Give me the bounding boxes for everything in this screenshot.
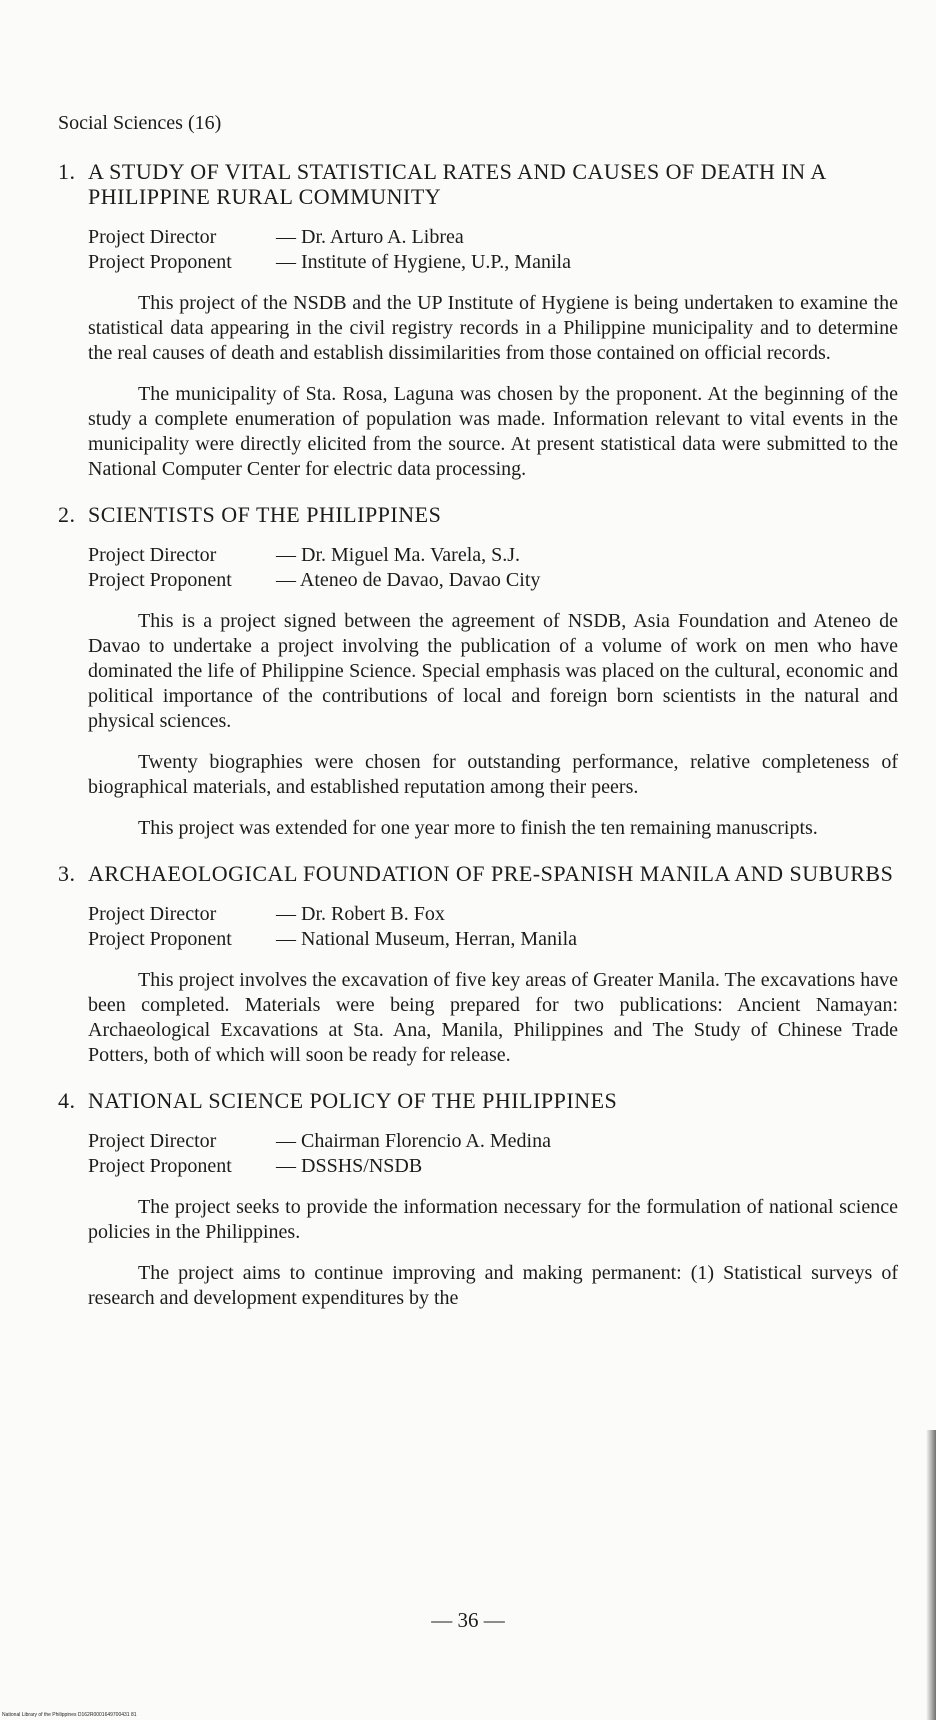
project-meta bbox=[88, 543, 898, 593]
paragraph: The municipality of Sta. Rosa, Laguna was chosen by the proponent. At the beginning of the study a complete enumeration of population was made. Information relevant to vital events in the municipality were directly elicited from the source. At present statistical data were submitted to the National Computer Center for electric data processing. bbox=[88, 383, 898, 480]
proponent-value: — DSSHS/NSDB bbox=[276, 1155, 423, 1177]
page-number: — 36 — bbox=[431, 1608, 505, 1632]
project-2 bbox=[58, 502, 898, 841]
project-number: 3. bbox=[58, 861, 76, 886]
proponent-row bbox=[88, 250, 898, 275]
proponent-row bbox=[88, 1154, 898, 1179]
library-imprint: National Library of the Philippines D162R0001649700431 81 bbox=[2, 1712, 137, 1718]
director-value: — Dr. Miguel Ma. Varela, S.J. bbox=[276, 544, 521, 566]
project-meta bbox=[88, 902, 898, 952]
project-title-text: ARCHAEOLOGICAL FOUNDATION OF PRE-SPANISH MANILA AND SUBURBS bbox=[88, 861, 894, 886]
paragraph: This project was extended for one year more to finish the ten remaining manuscripts. bbox=[138, 817, 818, 839]
proponent-row bbox=[88, 568, 898, 593]
proponent-key: Project Proponent bbox=[88, 1155, 232, 1177]
director-key: Project Director bbox=[88, 226, 217, 248]
director-row bbox=[88, 543, 898, 568]
paragraph: Twenty biographies were chosen for outstanding performance, relative completeness of biographical materials, and established reputation among their peers. bbox=[88, 751, 898, 798]
project-number: 1. bbox=[58, 159, 76, 184]
proponent-key: Project Proponent bbox=[88, 569, 232, 591]
project-meta bbox=[88, 1129, 898, 1179]
project-title bbox=[58, 502, 898, 527]
project-4 bbox=[58, 1088, 898, 1311]
proponent-key: Project Proponent bbox=[88, 928, 232, 950]
proponent-value: — National Museum, Herran, Manila bbox=[276, 928, 578, 950]
project-title bbox=[58, 1088, 898, 1113]
director-key: Project Director bbox=[88, 903, 217, 925]
project-number: 4. bbox=[58, 1088, 76, 1113]
project-title-text: A STUDY OF VITAL STATISTICAL RATES AND CAUSES OF DEATH IN A PHILIPPINE RURAL COMMUNITY bbox=[88, 159, 826, 209]
director-row bbox=[88, 902, 898, 927]
proponent-key: Project Proponent bbox=[88, 251, 232, 273]
proponent-row bbox=[88, 927, 898, 952]
project-title-text: NATIONAL SCIENCE POLICY OF THE PHILIPPINES bbox=[88, 1088, 618, 1113]
paragraph: This project involves the excavation of five key areas of Greater Manila. The excavations have been completed. Materials were being prepared for two publications: Ancient Namayan: Archaeological Excavations at Sta. Ana, Manila, Philippines and The Study of Chinese Trade Potters, both of which will soon be ready for release. bbox=[88, 969, 898, 1066]
project-meta bbox=[88, 225, 898, 275]
paragraph: The project seeks to provide the information necessary for the formulation of national science policies in the Philippines. bbox=[88, 1196, 898, 1243]
project-title-text: SCIENTISTS OF THE PHILIPPINES bbox=[88, 502, 442, 527]
project-title bbox=[58, 159, 898, 209]
director-row bbox=[88, 225, 898, 250]
scan-edge-shadow bbox=[926, 1430, 936, 1720]
paragraph: The project aims to continue improving and making permanent: (1) Statistical surveys of research and development expenditures by the bbox=[88, 1262, 898, 1309]
director-row bbox=[88, 1129, 898, 1154]
director-value: — Dr. Robert B. Fox bbox=[276, 903, 445, 925]
paragraph: This is a project signed between the agreement of NSDB, Asia Foundation and Ateneo de Davao to undertake a project involving the publication of a volume of work on men who have dominated the life of Philippine Science. Special emphasis was placed on the cultural, economic and political importance of the contributions of local and foreign born scientists in the natural and physical sciences. bbox=[88, 610, 898, 732]
director-value: — Dr. Arturo A. Librea bbox=[276, 226, 464, 248]
project-1 bbox=[58, 159, 898, 482]
director-key: Project Director bbox=[88, 1130, 217, 1152]
director-value: — Chairman Florencio A. Medina bbox=[276, 1130, 551, 1152]
proponent-value: — Institute of Hygiene, U.P., Manila bbox=[276, 251, 571, 273]
project-number: 2. bbox=[58, 502, 76, 527]
page-content bbox=[58, 112, 898, 1331]
project-3 bbox=[58, 861, 898, 1068]
proponent-value: — Ateneo de Davao, Davao City bbox=[276, 569, 541, 591]
paragraph: This project of the NSDB and the UP Institute of Hygiene is being undertaken to examine the statistical data appearing in the civil registry records in a Philippine municipality and to determine the real causes of death and establish dissimilarities from those contained on official records. bbox=[88, 292, 898, 364]
director-key: Project Director bbox=[88, 544, 217, 566]
section-label: Social Sciences (16) bbox=[58, 112, 222, 134]
project-title bbox=[58, 861, 898, 886]
